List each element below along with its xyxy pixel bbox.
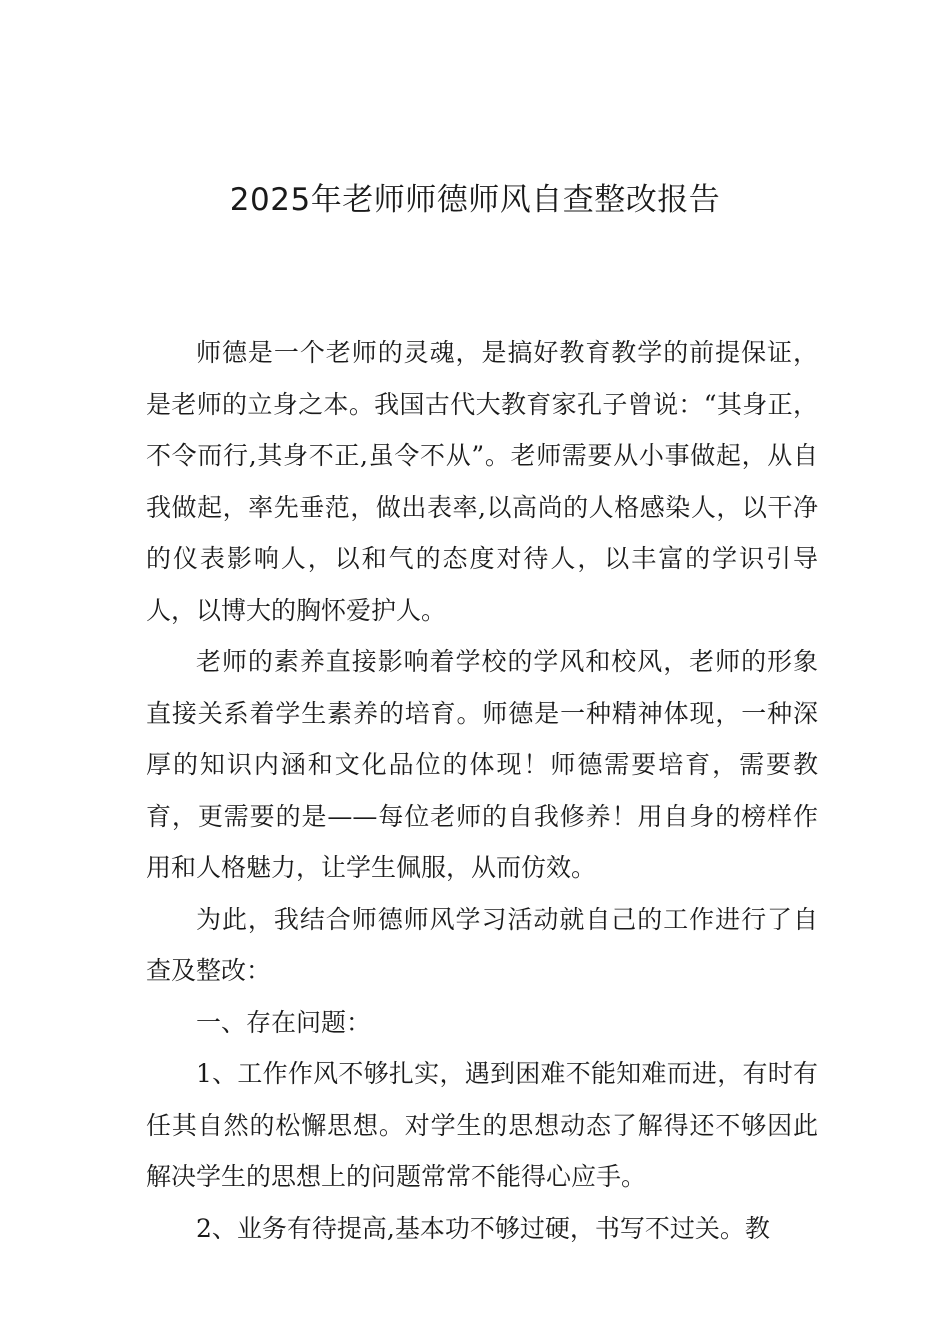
problem-item-2: 2、业务有待提高,基本功不够过硬，书写不过关。教: [196, 1213, 770, 1243]
paragraph-teacher-quality: 老师的素养直接影响着学校的学风和校风，老师的形象直接关系着学生素养的培育。师德是一种精神体现，一种深厚的知识内涵和文化品位的体现！师德需要培育，需要教育，更需要的是——每位老师的自我修养！用自身的榜样作用和人格魅力，让学生佩服，从而仿效。: [146, 647, 818, 882]
problem-item-1: 1、工作作风不够扎实，遇到困难不能知难而进，有时有任其自然的松懈思想。对学生的思想动态了解得还不够因此解决学生的思想上的问题常常不能得心应手。: [146, 1059, 818, 1191]
paragraph-purpose: 为此，我结合师德师风学习活动就自己的工作进行了自查及整改：: [146, 904, 818, 985]
document-title: 2025年老师师德师风自查整改报告: [229, 182, 721, 218]
document-body: [146, 327, 818, 1254]
paragraph-intro: 师德是一个老师的灵魂，是搞好教育教学的前提保证，是老师的立身之本。我国古代大教育家孔子曾说：“其身正，不令而行,其身不正,虽令不从”。老师需要从小事做起，从自我做起，率先垂范，做出表率,以高尚的人格感染人，以干净的仪表影响人，以和气的态度对待人，以丰富的学识引导人，以博大的胸怀爱护人。: [146, 338, 818, 625]
section-heading-problems: 一、存在问题：: [196, 1007, 372, 1037]
